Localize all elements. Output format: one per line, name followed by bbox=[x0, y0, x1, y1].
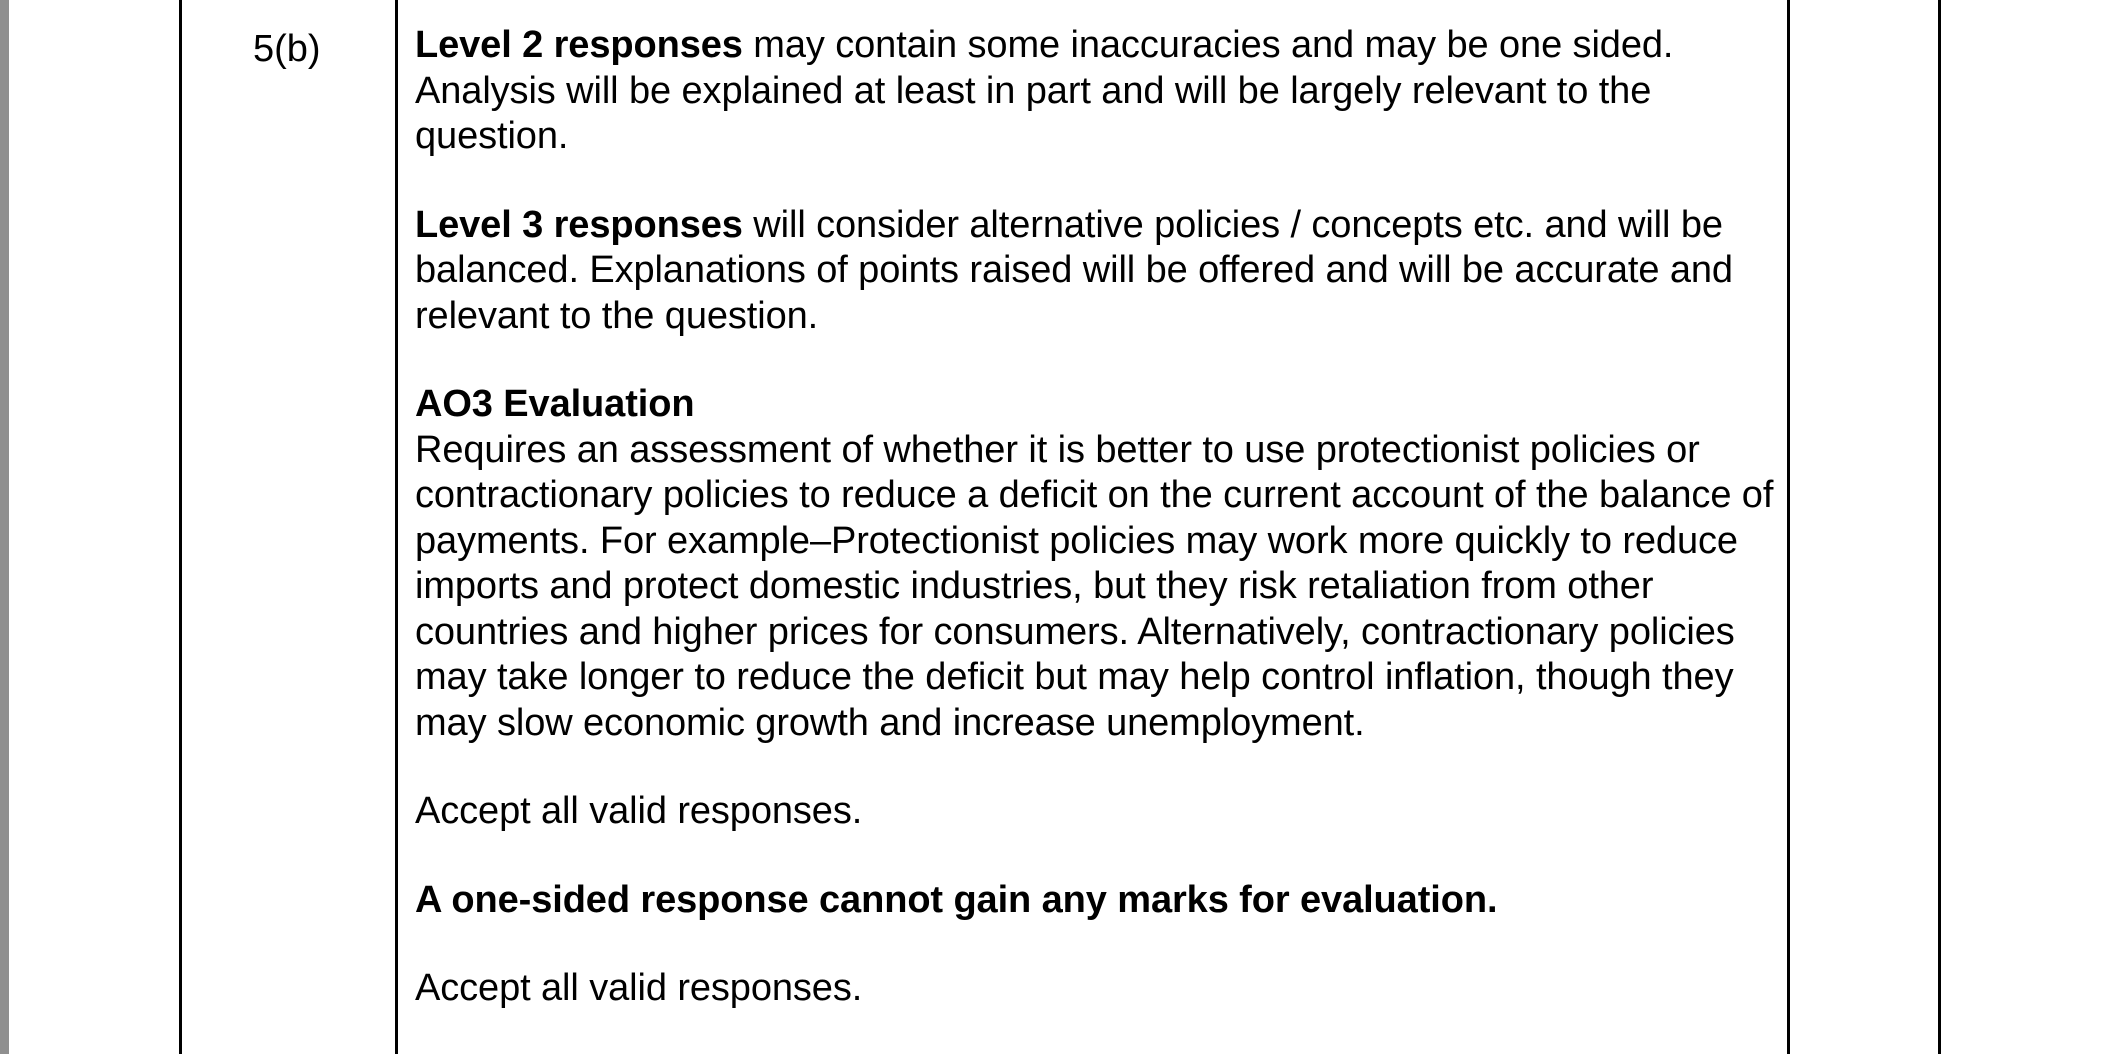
accept-valid-responses-1: Accept all valid responses. bbox=[415, 790, 863, 832]
level-2-paragraph bbox=[415, 23, 1780, 160]
answer-guidance bbox=[415, 23, 1780, 1012]
column-divider-question bbox=[395, 0, 398, 1054]
mark-scheme-table bbox=[179, 0, 1941, 1054]
page-left-edge bbox=[0, 0, 9, 1054]
level-3-text: will consider alternative policies / concepts etc. and will be balanced. Explanations of points raised will be offered and will be accurate and relevant to the question. bbox=[415, 203, 1733, 337]
level-3-paragraph bbox=[415, 203, 1780, 340]
question-number: 5(b) bbox=[253, 28, 321, 70]
level-2-text: may contain some inaccuracies and may be one sided. Analysis will be explained at least in part and will be largely relevant to the question. bbox=[415, 24, 1674, 157]
column-divider-marks bbox=[1787, 0, 1790, 1054]
accept-valid-responses-2: Accept all valid responses. bbox=[415, 967, 863, 1009]
ao3-text: Requires an assessment of whether it is better to use protectionist policies or contractionary policies to reduce a deficit on the current account of the balance of payments. For example–Protectionist policies may work more quickly to reduce imports and protect domestic industries, but they risk retaliation from other countries and higher prices for consumers. Alternatively, contractionary policies may take longer to reduce the deficit but may help control inflation, though they may slow economic growth and increase unemployment. bbox=[415, 428, 1774, 744]
level-2-label: Level 2 responses bbox=[415, 24, 743, 66]
one-sided-note: A one-sided response cannot gain any marks for evaluation. bbox=[415, 878, 1498, 921]
level-3-label: Level 3 responses bbox=[415, 203, 743, 246]
ao3-heading: AO3 Evaluation bbox=[415, 383, 695, 425]
